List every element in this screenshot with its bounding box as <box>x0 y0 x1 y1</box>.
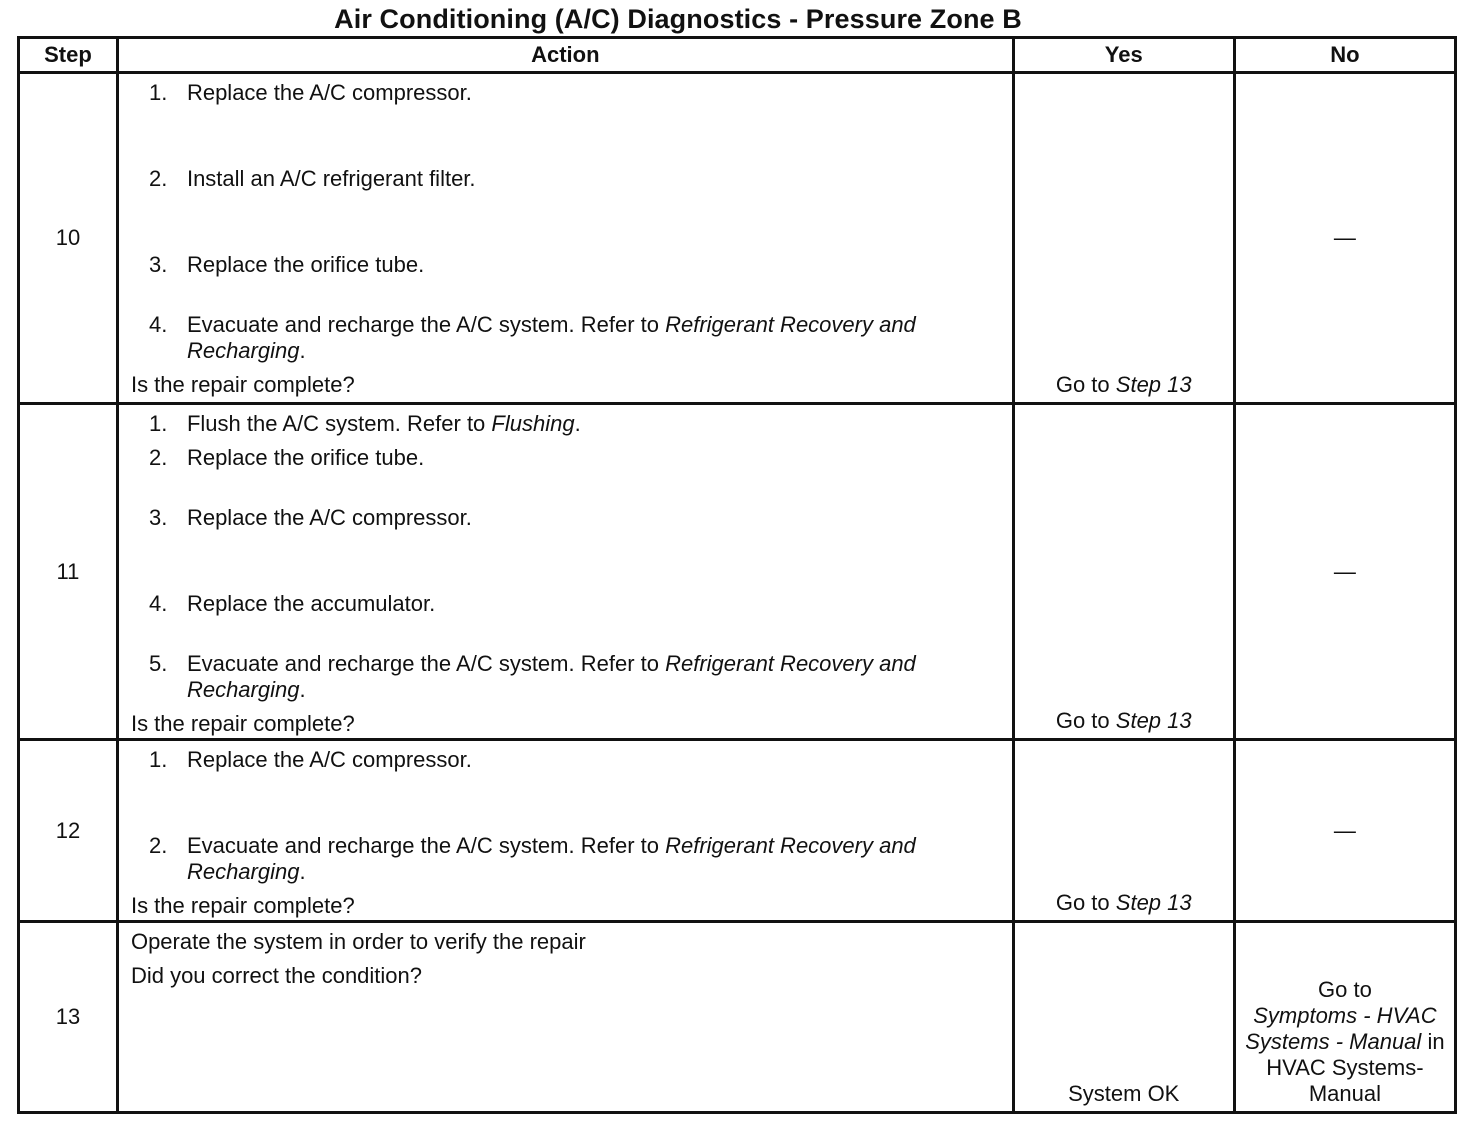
no-dash: — <box>1333 225 1356 250</box>
header-action: Action <box>117 38 1013 73</box>
item-number: 5. <box>148 651 168 676</box>
system-ok-text: System OK <box>1068 1081 1180 1106</box>
question-text: Did you correct the condition? <box>130 963 423 988</box>
item-number: 3. <box>148 505 168 530</box>
item-text: Replace the A/C compressor. <box>186 80 472 105</box>
manual-name: HVAC Systems-Manual <box>1266 1055 1424 1106</box>
item-number: 2. <box>148 166 168 191</box>
item-text <box>187 411 987 437</box>
reference-link[interactable]: Symptoms - HVAC Systems - Manual <box>1245 1003 1437 1054</box>
item-text-main: Evacuate and recharge the A/C system. Refer to <box>186 651 659 676</box>
item-text-end: . <box>299 859 306 884</box>
diagnostic-table <box>17 36 1457 1114</box>
item-text: Replace the orifice tube. <box>186 252 425 277</box>
yes-cell <box>1013 922 1234 1113</box>
header-step: Step <box>19 38 118 73</box>
no-cell <box>1234 404 1455 740</box>
item-number: 1. <box>148 747 168 772</box>
item-text: Replace the A/C compressor. <box>186 505 472 530</box>
step-number: 11 <box>19 404 118 740</box>
no-connector: in <box>1427 1029 1445 1054</box>
item-number: 4. <box>148 591 168 616</box>
question-text: Is the repair complete? <box>130 711 355 736</box>
item-text <box>187 651 987 703</box>
question-text: Is the repair complete? <box>130 893 355 918</box>
no-prefix: Go to <box>1318 977 1372 1002</box>
item-text <box>187 312 987 364</box>
page-title: Air Conditioning (A/C) Diagnostics - Pressure Zone B <box>334 4 1022 34</box>
item-number: 4. <box>148 312 168 337</box>
item-number: 2. <box>148 445 168 470</box>
step-link[interactable]: Step 13 <box>1115 372 1192 397</box>
yes-prefix: Go to <box>1055 890 1110 915</box>
item-text: Replace the accumulator. <box>186 591 436 616</box>
item-text: Replace the orifice tube. <box>186 445 425 470</box>
item-text-end: . <box>574 411 581 436</box>
yes-cell <box>1013 73 1234 404</box>
item-number: 3. <box>148 252 168 277</box>
no-cell <box>1234 922 1455 1113</box>
no-dash: — <box>1333 817 1356 843</box>
no-cell <box>1234 73 1455 404</box>
item-text-main: Evacuate and recharge the A/C system. Refer to <box>186 312 659 337</box>
no-cell <box>1234 740 1455 922</box>
item-number: 1. <box>148 411 168 436</box>
item-text-end: . <box>299 338 306 363</box>
action-cell <box>117 740 1013 922</box>
table-row-step-13 <box>19 922 1456 1113</box>
yes-cell <box>1013 740 1234 922</box>
step-link[interactable]: Step 13 <box>1115 708 1192 733</box>
reference-link[interactable]: Flushing <box>491 411 575 436</box>
table-row-step-12 <box>19 740 1456 922</box>
yes-prefix: Go to <box>1055 708 1110 733</box>
step-link[interactable]: Step 13 <box>1115 890 1192 915</box>
yes-prefix: Go to <box>1055 372 1110 397</box>
item-text: Install an A/C refrigerant filter. <box>186 166 476 191</box>
item-text-end: . <box>299 677 306 702</box>
header-no: No <box>1234 38 1455 73</box>
step-number: 10 <box>19 73 118 404</box>
item-text: Replace the A/C compressor. <box>186 747 472 772</box>
item-text <box>187 833 987 885</box>
table-row-step-11 <box>19 404 1456 740</box>
question-text: Is the repair complete? <box>130 372 355 397</box>
reference-link[interactable]: Refrigerant Recovery and Recharging <box>186 833 916 884</box>
step-number: 13 <box>19 922 118 1113</box>
item-number: 2. <box>148 833 168 858</box>
item-text-main: Flush the A/C system. Refer to <box>186 411 486 436</box>
reference-link[interactable]: Refrigerant Recovery and Recharging <box>186 651 916 702</box>
reference-link[interactable]: Refrigerant Recovery and Recharging <box>186 312 916 363</box>
no-dash: — <box>1333 558 1356 584</box>
item-text-main: Evacuate and recharge the A/C system. Refer to <box>186 833 659 858</box>
yes-cell <box>1013 404 1234 740</box>
action-cell <box>117 404 1013 740</box>
item-number: 1. <box>148 80 168 105</box>
table-row-step-10 <box>19 73 1456 404</box>
header-yes: Yes <box>1013 38 1234 73</box>
action-text: Operate the system in order to verify the repair <box>130 929 586 954</box>
action-cell <box>117 73 1013 404</box>
action-cell <box>117 922 1013 1113</box>
step-number: 12 <box>19 740 118 922</box>
header-row <box>19 38 1456 73</box>
